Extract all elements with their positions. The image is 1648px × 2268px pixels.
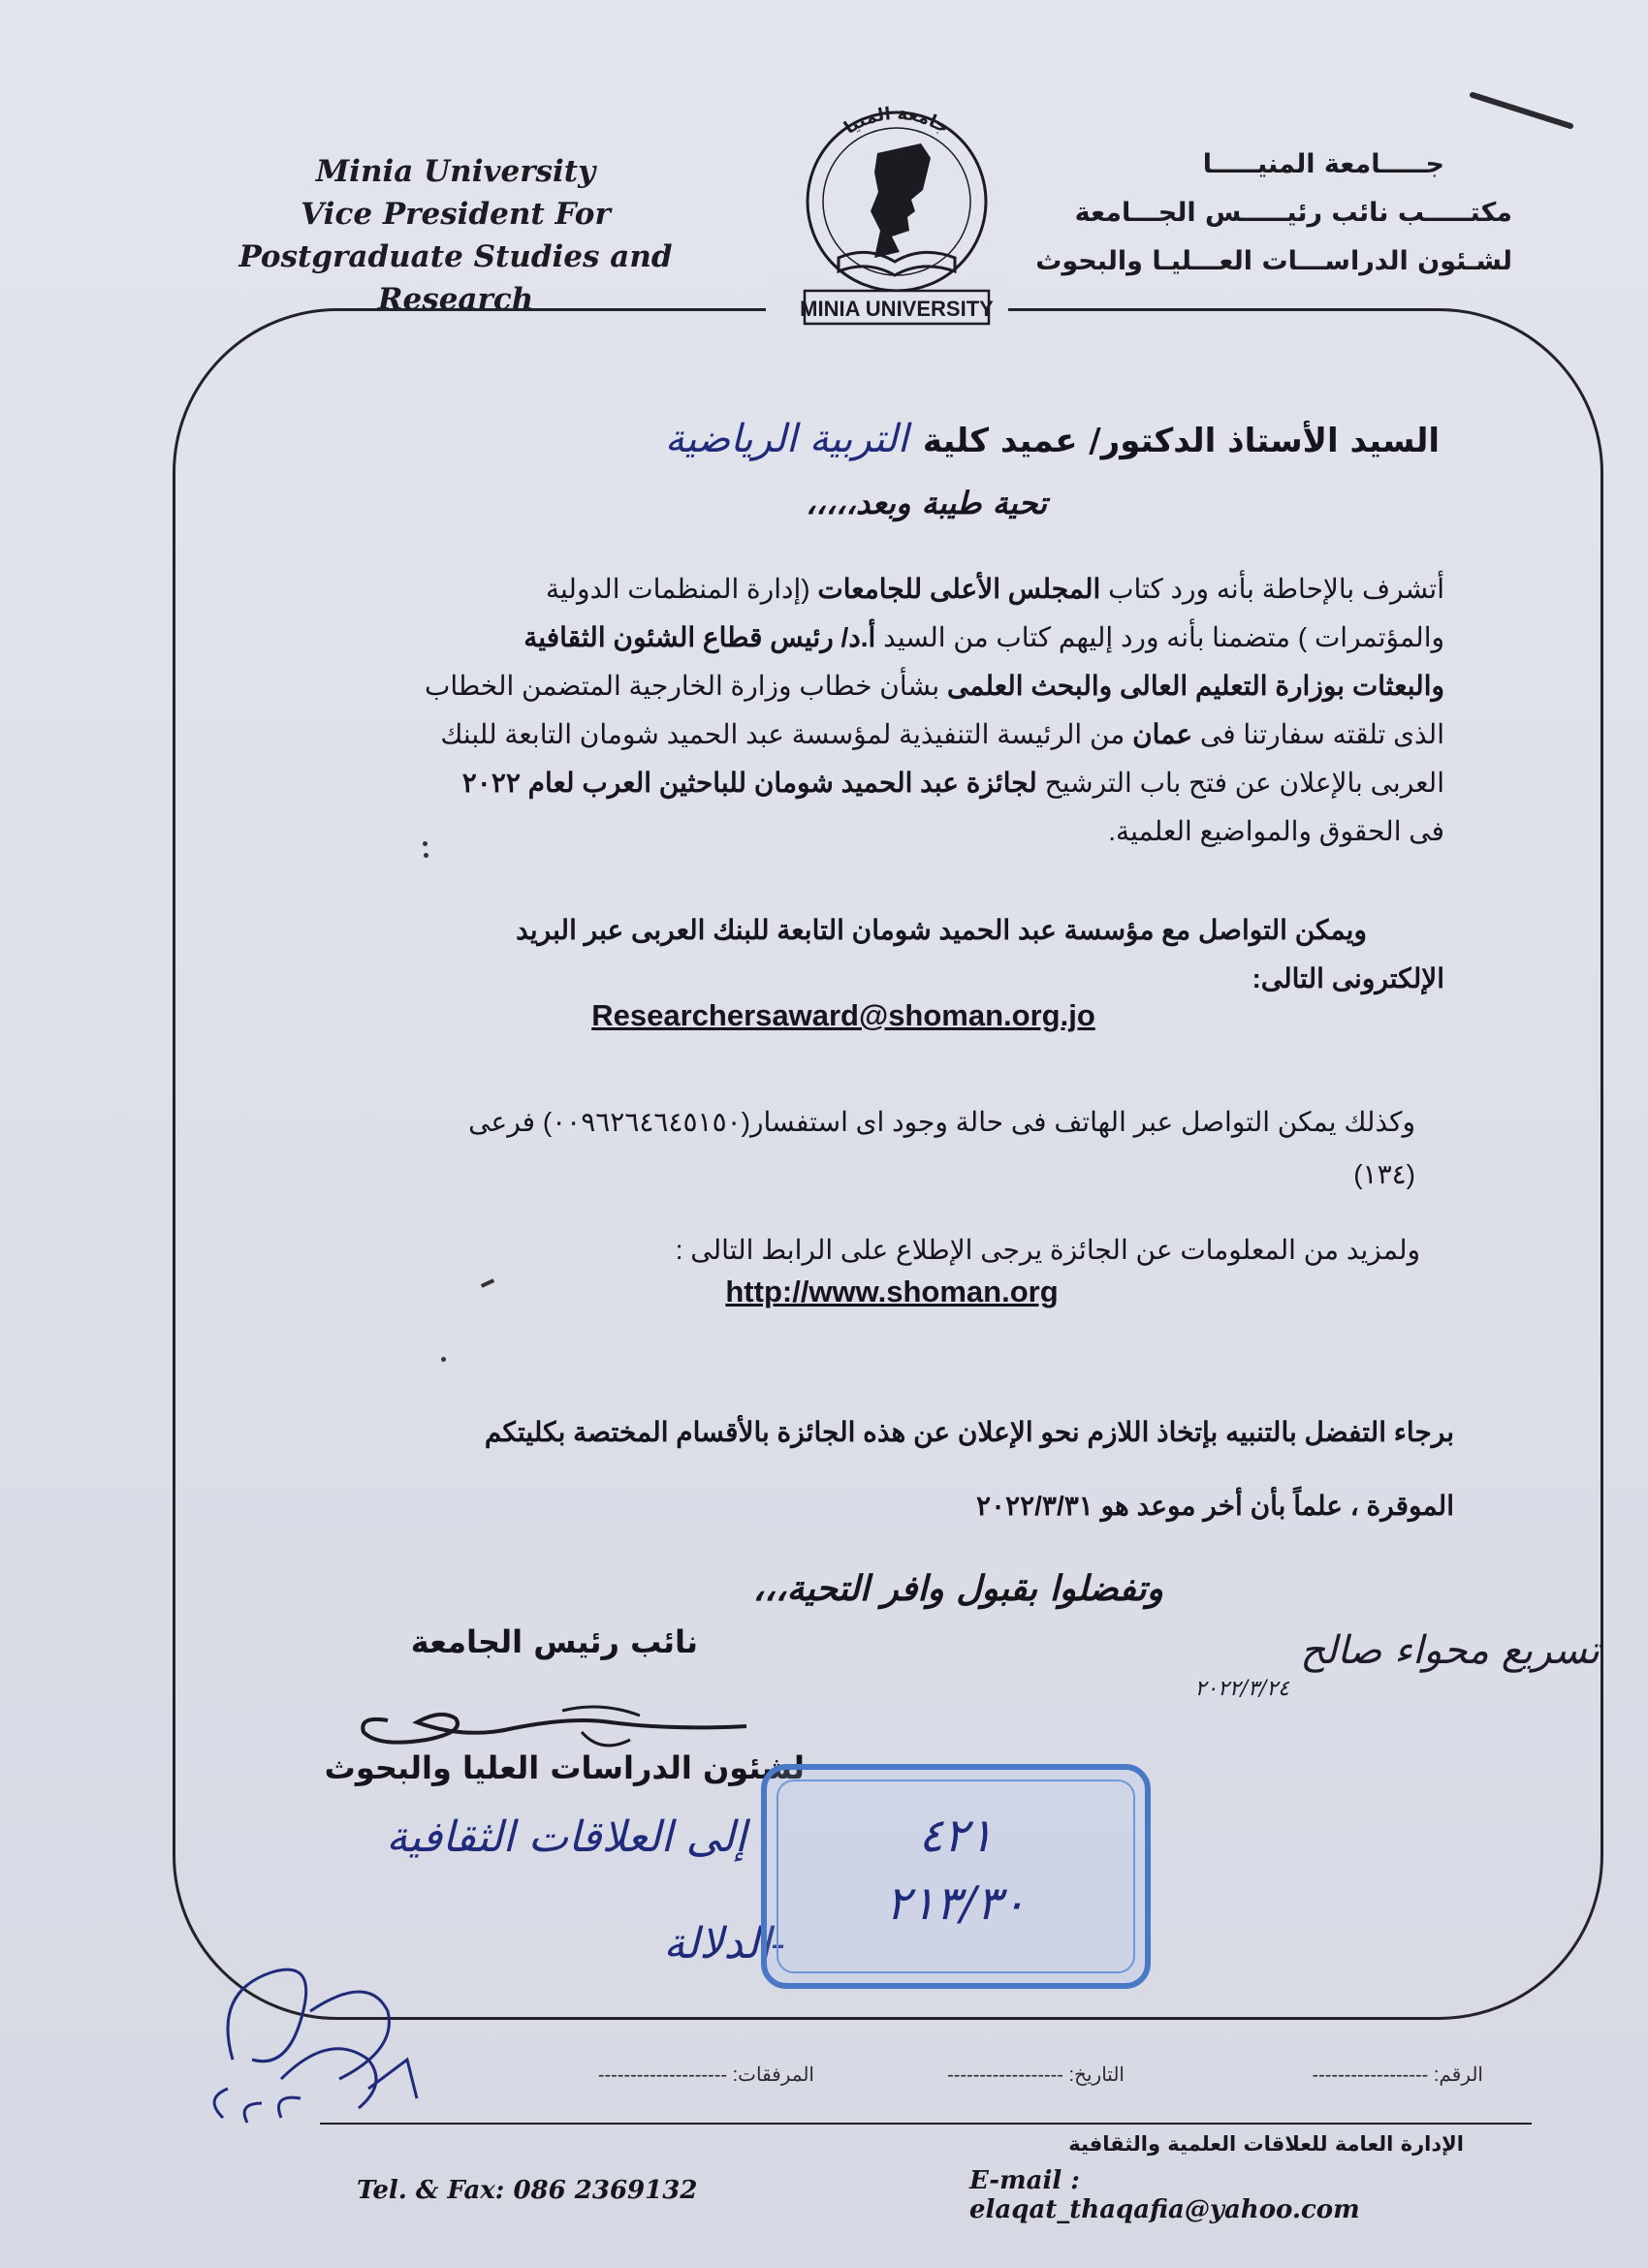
header-ar-line-2: مكتـــــب نائب رئيـــــس الجـــامعة xyxy=(1074,198,1512,228)
footer-divider xyxy=(320,2123,1532,2125)
paragraph-5-line-2: الموقرة ، علماً بأن أخر موعد هو ٢٠٢٢/٣/٣١ xyxy=(975,1491,1454,1521)
stamp-number: ٤٢١ xyxy=(918,1809,994,1863)
signature-title-2: لشئون الدراسات العليا والبحوث xyxy=(324,1749,805,1786)
email-link[interactable]: Researchersaward@shoman.org.jo xyxy=(591,998,1095,1032)
website-link[interactable]: http://www.shoman.org xyxy=(725,1275,1059,1308)
text-run: (إدارة المنظمات الدولية xyxy=(545,574,818,604)
text-run: والمؤتمرات ) متضمنا بأنه ورد إليهم كتاب من السيد xyxy=(875,622,1444,652)
bold-run: المجلس الأعلى للجامعات xyxy=(817,574,1101,604)
paragraph-2-line-2: الإلكترونى التالى: xyxy=(1252,963,1444,993)
header-en-line-3: Postgraduate Studies and Research xyxy=(238,239,673,317)
text-run: من الرئيسة التنفيذية لمؤسسة عبد الحميد شومان التابعة للبنك xyxy=(440,719,1133,749)
text-run: أتشرف بالإحاطة بأنه ورد كتاب xyxy=(1100,574,1444,604)
footer-email: E-mail : elaqat_thaqafia@yahoo.com xyxy=(969,2166,1360,2224)
paragraph-2-line-1: ويمكن التواصل مع مؤسسة عبد الحميد شومان التابعة للبنك العربى عبر البريد xyxy=(516,915,1367,945)
header-en-line-1: Minia University xyxy=(315,154,596,189)
ink-dot xyxy=(424,853,428,858)
bold-run: والبعثات بوزارة التعليم العالى والبحث العلمى xyxy=(946,671,1444,701)
paragraph-1-line xyxy=(320,662,1444,710)
handwritten-note-date: ٢٠٢٢/٣/٢٤ xyxy=(1194,1677,1289,1701)
text-run: فى الحقوق والمواضيع العلمية. xyxy=(1108,816,1444,846)
paragraph-1 xyxy=(320,565,1444,856)
paragraph-1-line xyxy=(320,614,1444,662)
field-attachments: المرفقات: -------------------- xyxy=(597,2064,814,2086)
salutation-line xyxy=(543,417,1440,475)
logo-band-text: MINIA UNIVERSITY xyxy=(800,297,994,321)
paragraph-3 xyxy=(330,1098,1415,1199)
closing: وتفضلوا بقبول وافر التحية،،، xyxy=(752,1568,1163,1609)
handwritten-note-left-2: -الدلالة xyxy=(663,1919,785,1969)
bold-run: أ.د/ رئيس قطاع الشئون الثقافية xyxy=(523,622,876,652)
university-logo xyxy=(785,85,1008,332)
text-run: الذى تلقته سفارتنا فى xyxy=(1192,719,1444,749)
text-run: بشأن خطاب وزارة الخارجية المتضمن الخطاب xyxy=(425,671,947,701)
paragraph-1-line xyxy=(320,710,1444,759)
bold-run: لجائزة عبد الحميد شومان للباحثين العرب لعام ٢٠٢٢ xyxy=(461,768,1037,798)
bold-run: عمان xyxy=(1132,719,1193,749)
header-en-line-2: Vice President For xyxy=(301,197,611,232)
paragraph-1-line xyxy=(320,565,1444,614)
paragraph-5-line-1: برجاء التفضل بالتنبيه بإتخاذ اللازم نحو الإعلان عن هذه الجائزة بالأقسام المختصة بكليتكم xyxy=(484,1417,1454,1447)
handwritten-note-right: تسريع محواء صالح xyxy=(1300,1628,1600,1673)
paragraph-4: ولمزيد من المعلومات عن الجائزة يرجى الإطلاع على الرابط التالى : xyxy=(675,1235,1420,1265)
ink-dot xyxy=(423,841,428,846)
ink-dot xyxy=(441,1357,446,1362)
header-english xyxy=(194,150,717,321)
footer-fields xyxy=(456,2063,1483,2092)
greeting: تحية طيبة وبعد،،،،، xyxy=(806,485,1047,521)
logo-top-text: جامعة المنيا xyxy=(840,103,953,139)
text-run: العربى بالإعلان عن فتح باب الترشيح xyxy=(1036,768,1444,798)
paragraph-2 xyxy=(320,906,1444,1003)
paragraph-1-line xyxy=(320,807,1444,856)
bust-icon xyxy=(871,143,931,258)
salutation-handwritten: التربية الرياضية xyxy=(664,417,908,461)
paragraph-3-line-2: (١٣٤) xyxy=(1353,1159,1415,1189)
salutation-text: السيد الأستاذ الدكتور/ عميد كلية xyxy=(922,422,1440,460)
handwritten-note-left: إلى العلاقات الثقافية xyxy=(386,1812,746,1862)
field-number: الرقم: ------------------ xyxy=(1312,2064,1483,2086)
paragraph-1-line xyxy=(320,759,1444,807)
header-ar-line-1: جـــــامعة المنيـــــا xyxy=(1202,149,1444,179)
pen-mark xyxy=(1469,85,1575,134)
handwritten-initials xyxy=(194,1914,465,2157)
field-date: التاريخ: ------------------ xyxy=(947,2064,1125,2086)
stamp-date: ٢١٣/٣٠ xyxy=(885,1876,1027,1931)
footer-tel: Tel. & Fax: 086 2369132 xyxy=(357,2176,698,2205)
paragraph-3-line-1: وكذلك يمكن التواصل عبر الهاتف فى حالة وجود اى استفسار(٠٠٩٦٢٦٤٦٤٥١٥٠) فرعى xyxy=(468,1107,1415,1137)
header-arabic xyxy=(1028,141,1512,286)
paragraph-5 xyxy=(349,1396,1454,1543)
footer-department: الإدارة العامة للعلاقات العلمية والثقافية xyxy=(1068,2132,1464,2156)
registry-stamp xyxy=(761,1764,1151,1989)
signature-title-1: نائب رئيس الجامعة xyxy=(410,1623,698,1660)
header-ar-line-3: لشـئون الدراســـات العـــليـا والبحوث xyxy=(1035,246,1512,276)
